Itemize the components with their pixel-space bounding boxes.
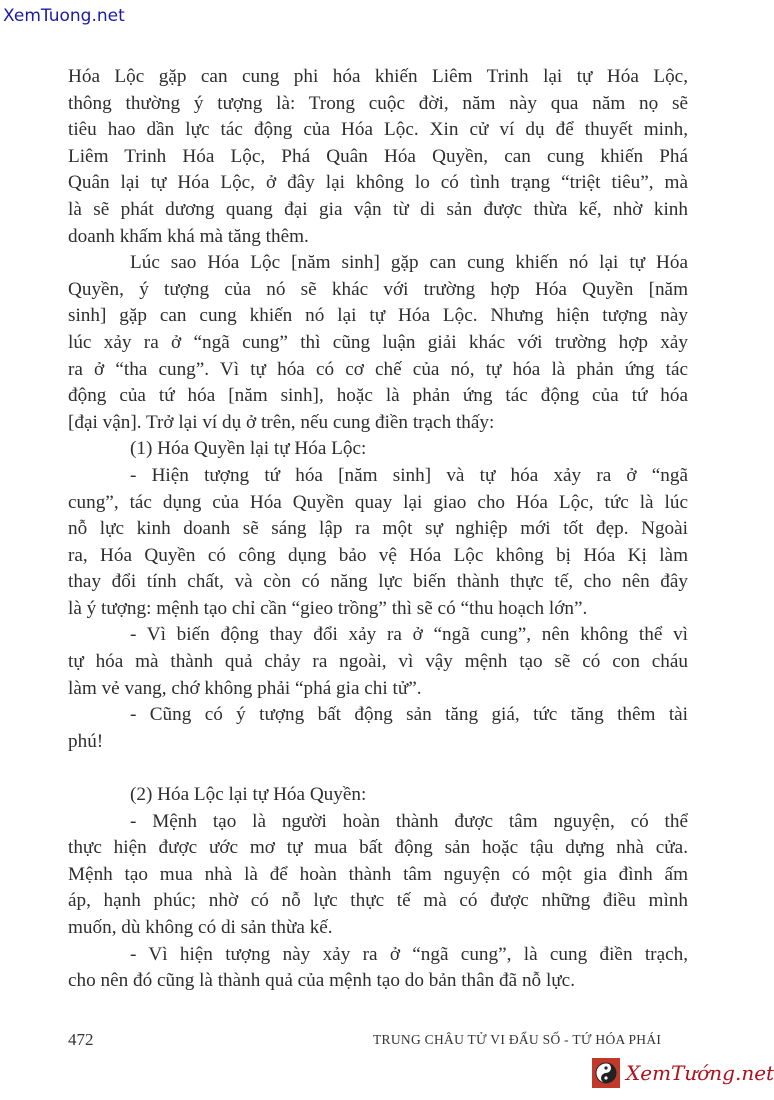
- text-line: ra ở “tha cung”. Vì tự hóa có cơ chế của nó, tự hóa là phản ứng tác: [68, 358, 688, 380]
- blank-line: [68, 755, 688, 782]
- text-line: là ý tượng: mệnh tạo chỉ cần “gieo trồng” thì sẽ có “thu hoạch lớn”.: [68, 597, 588, 619]
- text-line: [đại vận]. Trở lại ví dụ ở trên, nếu cung điền trạch thấy:: [68, 411, 495, 433]
- logo-text: XemTướng.net: [626, 1061, 774, 1085]
- text-line: cung”, tác dụng của Hóa Quyền quay lại giao cho Hóa Lộc, tức là lúc: [68, 491, 688, 513]
- text-line: muốn, dù không có di sản thừa kế.: [68, 917, 333, 938]
- text-line: tiêu hao dần lực tác động của Hóa Lộc. Xin cử ví dụ để thuyết minh,: [68, 119, 688, 141]
- text-line: phú!: [68, 730, 104, 752]
- text-line: làm vẻ vang, chớ không phải “phá gia chi tử”.: [68, 677, 422, 699]
- text-line: (1) Hóa Quyền lại tự Hóa Lộc:: [130, 438, 367, 460]
- page-number: 472: [68, 1030, 94, 1049]
- text-line: Mệnh tạo mua nhà là để hoàn thành tâm nguyện có một gia đình ấm: [68, 863, 688, 885]
- text-line: lúc xảy ra ở “ngã cung” thì cũng luận giải khác với trường hợp xảy: [68, 331, 688, 353]
- text-line: - Hiện tượng tứ hóa [năm sinh] và tự hóa xảy ra ở “ngã: [130, 464, 688, 486]
- text-line: Quyền, ý tượng của nó sẽ khác với trường hợp Hóa Quyền [năm: [68, 278, 688, 300]
- site-logo: [592, 1058, 774, 1088]
- text-line: - Vì biến động thay đổi xảy ra ở “ngã cung”, nên không thể vì: [130, 624, 688, 646]
- text-line: tự hóa mà thành quả chảy ra ngoài, vì vậy mệnh tạo sẽ có con cháu: [68, 651, 688, 673]
- text-line: Quân lại tự Hóa Lộc, ở đây lại không lo có tình trạng “triệt tiêu”, mà: [68, 172, 688, 194]
- text-line: thông thường ý tượng là: Trong cuộc đời, năm này qua năm nọ sẽ: [68, 92, 688, 114]
- text-line: doanh khấm khá mà tăng thêm.: [68, 225, 309, 247]
- text-line: Lúc sao Hóa Lộc [năm sinh] gặp can cung khiến nó lại tự Hóa: [130, 252, 688, 274]
- text-line: (2) Hóa Lộc lại tự Hóa Quyền:: [130, 784, 367, 806]
- text-line: Liêm Trinh Hóa Lộc, Phá Quân Hóa Quyền, can cung khiến Phá: [68, 145, 688, 167]
- running-footer-title: TRUNG CHÂU TỬ VI ĐẨU SỐ - TỨ HÓA PHÁI: [373, 1032, 662, 1047]
- text-line: động của tứ hóa [năm sinh], hoặc là phản ứng tác động của tứ hóa: [68, 385, 688, 407]
- site-watermark: XemTuong.net: [3, 6, 125, 26]
- text-line: thực hiện được ước mơ tự mua bất động sản hoặc tậu dựng nhà cửa.: [68, 837, 688, 859]
- text-line: thay đổi tính chất, và còn có năng lực biến thành thực tế, cho nên đây: [68, 571, 688, 593]
- text-line: áp, hạnh phúc; nhờ có nỗ lực thực tế mà có được những điều mình: [68, 890, 688, 912]
- text-line: là sẽ phát dương quang đại gia vận từ di sản được thừa kế, nhờ kinh: [68, 198, 688, 220]
- text-line: ra, Hóa Quyền có công dụng bảo vệ Hóa Lộc không bị Hóa Kị làm: [68, 544, 688, 566]
- yin-yang-icon: [592, 1058, 620, 1088]
- text-line: - Cũng có ý tượng bất động sản tăng giá, tức tăng thêm tài: [130, 704, 688, 726]
- text-line: Hóa Lộc gặp can cung phi hóa khiến Liêm Trinh lại tự Hóa Lộc,: [68, 66, 688, 87]
- text-line: sinh] gặp can cung khiến nó lại tự Hóa Lộc. Nhưng hiện tượng này: [68, 305, 688, 327]
- text-line: cho nên đó cũng là thành quả của mệnh tạo do bản thân đã nỗ lực.: [68, 970, 575, 992]
- text-line: - Mệnh tạo là người hoàn thành được tâm nguyện, có thể: [130, 810, 688, 832]
- text-line: - Vì hiện tượng này xảy ra ở “ngã cung”, là cung điền trạch,: [130, 943, 688, 965]
- body-text: [68, 64, 688, 995]
- text-line: nỗ lực kinh doanh sẽ sáng lập ra một sự nghiệp mới tốt đẹp. Ngoài: [68, 518, 688, 540]
